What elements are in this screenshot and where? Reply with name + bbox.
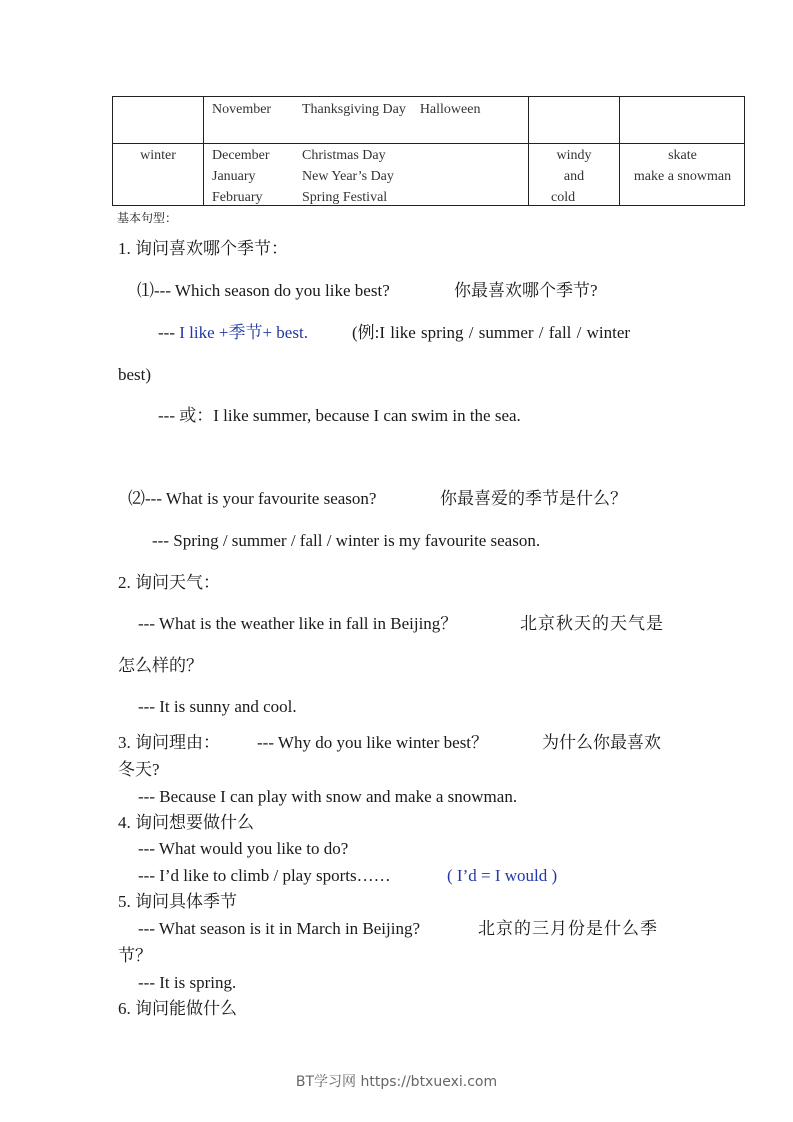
question-5: --- What season is it in March in Beijing? (138, 919, 421, 938)
table-cell-festival: Thanksgiving Day Halloween (302, 102, 481, 117)
question-4: --- What would you like to do? (138, 839, 349, 858)
footer-watermark: BT学习网 https://btxuexi.com (295, 1074, 498, 1090)
section-heading-2: 2. 询问天气： (118, 573, 220, 592)
question-3: --- Why do you like winter best？ (257, 733, 489, 752)
answer-4: --- I’d like to climb / play sports…… (138, 866, 391, 885)
table-cell-month: November (212, 102, 272, 117)
section-heading-4: 4. 询问想要做什么 (118, 813, 254, 832)
table-cell-month: January (212, 169, 256, 184)
answer-5: --- It is spring. (138, 973, 237, 992)
question-5-cn: 北京的三月份是什么季 (478, 919, 658, 938)
seasons-table (112, 96, 745, 206)
answer-2: --- It is sunny and cool. (138, 697, 297, 716)
table-cell-weather: cold (551, 190, 576, 205)
answer-1-1-example: (例:I like spring / summer / fall / winter (352, 323, 631, 342)
table-cell-weather: windy (556, 148, 592, 163)
table-cell-festival: Christmas Day (302, 148, 386, 163)
question-5-cn-cont: 节？ (118, 946, 152, 965)
table-cell-activity: make a snowman (633, 169, 732, 184)
table-cell-festival: New Year’s Day (302, 169, 394, 184)
question-1-2-cn: 你最喜爱的季节是什么？ (440, 489, 627, 508)
table-cell-weather: and (563, 169, 585, 184)
question-1-1-cn: 你最喜欢哪个季节? (454, 281, 598, 300)
table-divider (203, 97, 204, 205)
section-heading-6: 6. 询问能做什么 (118, 999, 237, 1018)
table-divider (113, 143, 744, 144)
table-cell-month: February (212, 190, 263, 205)
table-cell-month: December (212, 148, 270, 163)
answer-3: --- Because I can play with snow and make a snowman. (138, 787, 518, 806)
answer-1-2: --- Spring / summer / fall / winter is my favourite season. (152, 531, 541, 550)
question-3-cn-cont: 冬天? (118, 760, 160, 779)
table-cell-season: winter (140, 148, 176, 163)
table-cell-activity: skate (668, 148, 697, 163)
answer-pattern: I like +季节+ best. (179, 323, 308, 342)
section-heading-1: 1. 询问喜欢哪个季节： (118, 239, 288, 258)
question-3-cn: 为什么你最喜欢 (542, 733, 661, 752)
answer-1-1-example-cont: best) (118, 365, 152, 384)
answer-dash: --- (158, 323, 180, 342)
section-heading-3: 3. 询问理由： (118, 733, 220, 752)
section-heading-5: 5. 询问具体季节 (118, 892, 237, 911)
answer-1-1-alt: --- 或：I like summer, because I can swim in the sea. (158, 406, 521, 425)
question-1-1: ⑴--- Which season do you like best? (137, 281, 390, 300)
question-2: --- What is the weather like in fall in Beijing？ (138, 614, 458, 633)
answer-1-1 (158, 322, 308, 344)
section-title: 基本句型： (117, 211, 178, 225)
table-cell-festival: Spring Festival (302, 190, 388, 205)
answer-4-note: ( I’d = I would ) (447, 866, 558, 885)
question-2-cn-cont: 怎么样的？ (118, 656, 203, 675)
question-2-cn: 北京秋天的天气是 (520, 614, 664, 633)
question-1-2: ⑵--- What is your favourite season? (128, 489, 377, 508)
